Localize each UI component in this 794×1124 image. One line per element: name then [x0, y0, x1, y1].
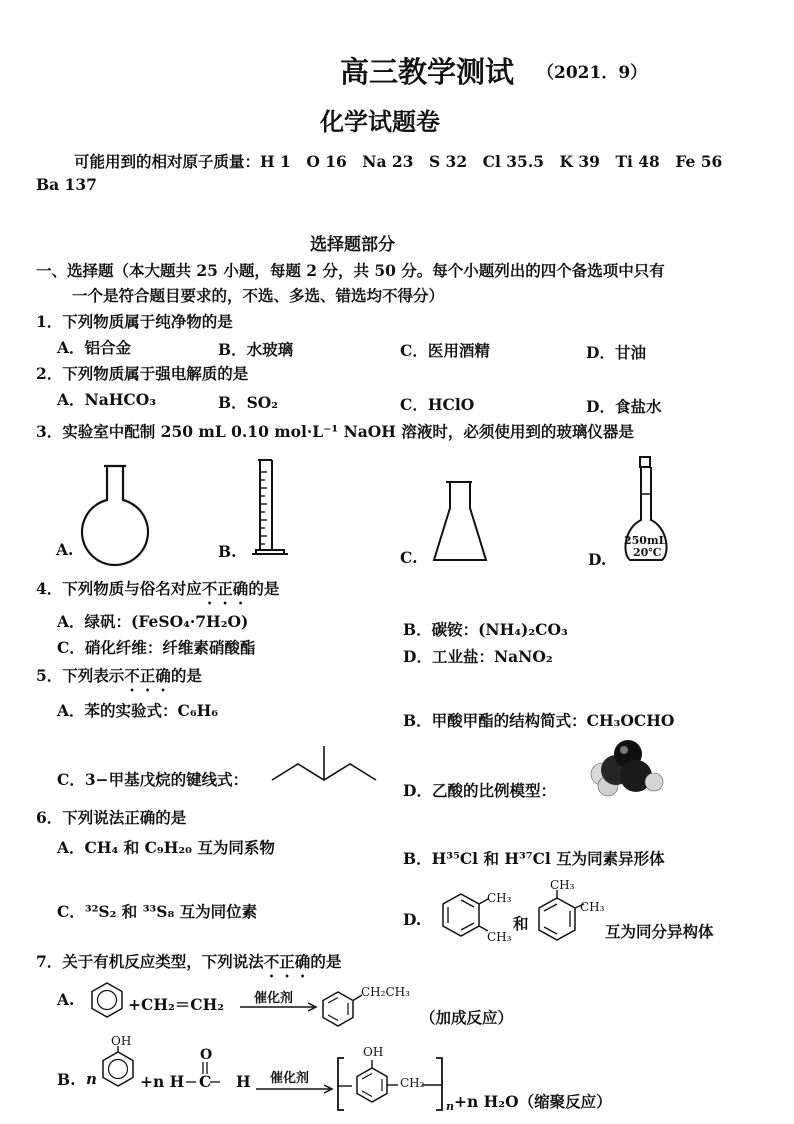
q7-a-catalyst: 催化剂 [254, 991, 294, 1006]
section-title: 选择题部分 [310, 235, 395, 255]
round-bottom-flask-illustration [82, 462, 162, 558]
ethylbenzene-product [320, 988, 360, 1030]
q7-b-tail: +n H₂O（缩聚反应） [454, 1092, 612, 1111]
q6-option-d-tail: 互为同分异构体 [605, 922, 714, 941]
q1-stem: 1．下列物质属于纯净物的是 [36, 312, 233, 331]
graduated-cylinder-illustration [250, 458, 300, 560]
q7-a-reagent: +CH₂＝CH₂ [128, 995, 225, 1014]
q3-option-b: B. [218, 542, 237, 561]
exam-title: 高三教学测试 [340, 55, 515, 89]
q7-b-product-oh: OH [363, 1045, 384, 1059]
q4-option-a: A．绿矾：(FeSO₄·7H₂O) [57, 612, 249, 631]
phenolic-resin-bracket [338, 1056, 448, 1112]
q7-b-ch2: CH₂ [400, 1076, 425, 1090]
paper-subtitle: 化学试题卷 [320, 108, 440, 136]
q6-stem: 6．下列说法正确的是 [36, 808, 187, 827]
flask-volume-label: 250mL [624, 534, 667, 547]
atomic-masses-line2: Ba 137 [36, 175, 97, 194]
q5-stem: 5．下列表示不正确的是 [36, 666, 202, 685]
q3-option-d: D. [588, 550, 607, 569]
acetic-acid-space-filling-model [588, 736, 668, 802]
q4-option-d: D．工业盐：NaNO₂ [403, 647, 553, 666]
phenol-reactant [98, 1046, 138, 1092]
exam-date: （2021．9） [537, 63, 648, 83]
q1-option-c: C．医用酒精 [400, 341, 490, 360]
q7-b-subscript-n: n [446, 1100, 454, 1113]
q5-option-a: A．苯的实验式：C₆H₆ [57, 701, 219, 720]
q6-ch3-label-4: CH₃ [580, 900, 605, 914]
q7-b-o: O [200, 1047, 213, 1063]
ortho-xylene-structure-2 [532, 894, 582, 944]
q7-b-oh-label: OH [111, 1034, 132, 1048]
q3-stem: 3．实验室中配制 250 mL 0.10 mol·L⁻¹ NaOH 溶液时，必须使用到的玻璃仪器是 [36, 422, 634, 441]
q2-option-d: D．食盐水 [586, 397, 662, 416]
q3-option-c: C. [400, 548, 418, 567]
q4-option-c: C．硝化纤维：纤维素硝酸酯 [57, 638, 256, 657]
q6-ch3-label-3: CH₃ [550, 878, 575, 892]
q4-stem: 4．下列物质与俗名对应不正确的是 [36, 579, 280, 598]
q6-ch3-label-1: CH₃ [487, 891, 512, 905]
q7-b-n: n [86, 1070, 97, 1088]
q7-stem: 7．关于有机反应类型，下列说法不正确的是 [36, 952, 342, 971]
section-instructions-2: 一个是符合题目要求的，不选、多选、错选均不得分） [72, 286, 445, 305]
q2-option-c: C．HClO [400, 395, 475, 414]
q2-stem: 2．下列物质属于强电解质的是 [36, 364, 249, 383]
q7-option-a-label: A. [57, 990, 75, 1009]
atomic-masses-line1: 可能用到的相对原子质量：H 1 O 16 Na 23 S 32 Cl 35.5 K 39 Ti 48 Fe 56 [74, 152, 723, 171]
q5-option-d: D．乙酸的比例模型： [403, 781, 556, 800]
q6-option-b: B．H³⁵Cl 和 H³⁷Cl 互为同素异形体 [403, 849, 665, 868]
q2-option-a: A．NaHCO₃ [57, 390, 157, 409]
q6-option-c: C．³²S₂ 和 ³³S₈ 互为同位素 [57, 902, 258, 921]
q1-option-a: A．铝合金 [57, 338, 132, 357]
q6-option-a: A．CH₄ 和 C₉H₂₀ 互为同系物 [57, 838, 275, 857]
q7-a-reaction-type: （加成反应） [420, 1008, 514, 1027]
q7-option-b-label: B. [57, 1070, 76, 1089]
skeletal-formula-3-methylpentane [270, 742, 380, 786]
ortho-xylene-structure-1 [436, 890, 486, 940]
q6-option-d-label: D. [403, 910, 422, 929]
q2-option-b: B．SO₂ [218, 393, 279, 412]
q6-ch3-label-2: CH₃ [487, 930, 512, 944]
q5-option-c: C．3−甲基戊烷的键线式： [57, 770, 249, 789]
q7-b-catalyst: 催化剂 [270, 1071, 310, 1086]
reaction-arrow-a [240, 1002, 320, 1012]
q7-b-h: H [236, 1072, 251, 1091]
q3-option-a: A. [56, 540, 74, 559]
flask-temp-label: 20℃ [633, 546, 662, 559]
conical-flask-illustration [428, 478, 494, 564]
benzene-ring-reactant [87, 980, 127, 1020]
q5-option-b: B．甲酸甲酯的结构简式：CH₃OCHO [403, 711, 675, 730]
q6-and: 和 [513, 914, 529, 933]
q1-option-b: B．水玻璃 [218, 340, 294, 359]
q7-a-ethyl-group: CH₂CH₃ [361, 985, 410, 999]
section-instructions-1: 一、选择题（本大题共 25 小题，每题 2 分，共 50 分。每个小题列出的四个备选项中只有 [36, 261, 665, 280]
q1-option-d: D．甘油 [586, 343, 646, 362]
q7-b-c: C [199, 1072, 212, 1091]
q7-b-plus-nh: +n H [140, 1072, 185, 1091]
reaction-arrow-b [256, 1084, 336, 1094]
q4-option-b: B．碳铵：(NH₄)₂CO₃ [403, 620, 568, 639]
